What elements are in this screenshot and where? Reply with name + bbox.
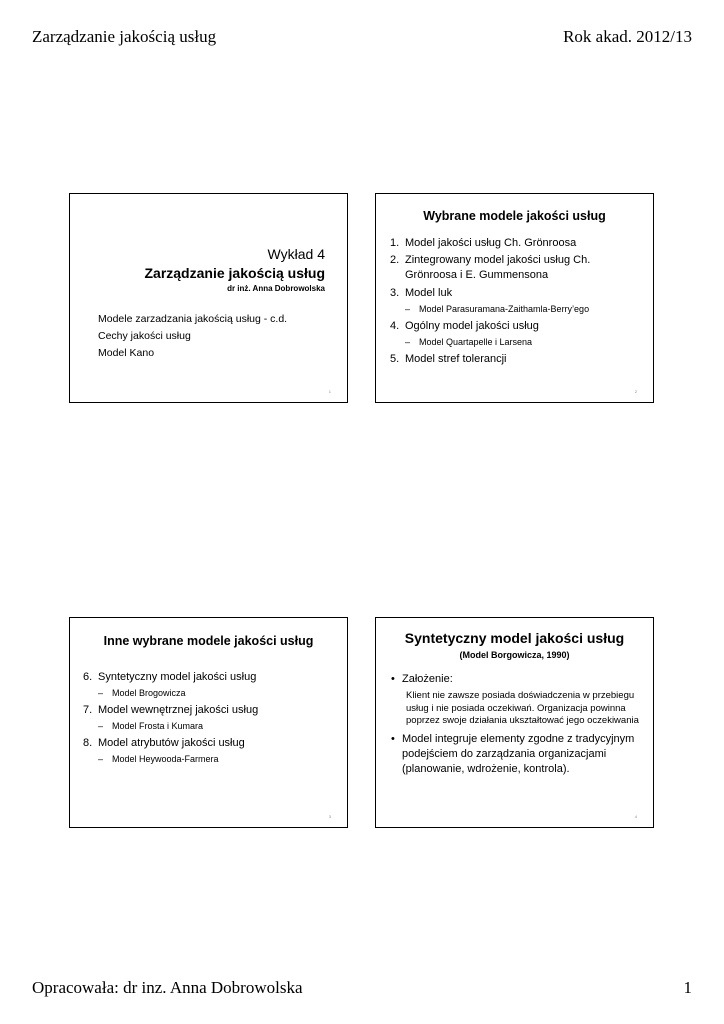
list-item — [390, 319, 645, 334]
list-item — [83, 703, 338, 718]
bullet-icon: • — [391, 673, 395, 685]
assumption-note: Klient nie zawsze posiada doświadczenia w przebiegu usług i nie posiada oczekiwań. Organizacja powinna poprzez swoje działania ukształtować jego oczekiwania — [406, 690, 639, 726]
list-number: 8. — [83, 737, 93, 749]
list-number: 3. — [390, 287, 400, 299]
bullet-text: Założenie: — [402, 673, 453, 685]
slide-page-number: 3 — [328, 814, 331, 819]
list-number: 7. — [83, 704, 93, 716]
list-text: Syntetyczny model jakości usług — [98, 671, 257, 683]
page-number: 1 — [683, 978, 692, 997]
bullet-item — [391, 672, 641, 686]
list-item — [390, 352, 645, 367]
list-number: 2. — [390, 254, 400, 266]
list-subitem: – Model Frosta i Kumara — [98, 721, 204, 731]
bullet-text: Model integruje elementy zgodne z tradycyjnym podejściem do zarządzania organizacjami (planowanie, wdrożenie, kontrola). — [402, 732, 635, 775]
list-subtext: Model Heywooda-Farmera — [112, 754, 219, 764]
list-item — [83, 736, 338, 751]
bullet-icon: • — [391, 732, 395, 745]
topic-list — [98, 311, 287, 362]
slide-1 — [69, 193, 348, 403]
slide-3 — [69, 617, 348, 828]
bullet-item — [391, 732, 641, 777]
list-subtext: Model Frosta i Kumara — [112, 721, 204, 731]
list-item: Modele zarzadzania jakością usług - c.d. — [98, 313, 288, 325]
list-subitem: – Model Quartapelle i Larsena — [405, 337, 533, 347]
list-subtext: Model Parasuramana-Zaithamla-Berry’ego — [419, 304, 590, 314]
list-item — [83, 670, 338, 685]
list-number: 1. — [390, 237, 400, 249]
slide-title: Zarządzanie jakością usług — [144, 265, 325, 281]
list-text: Model stref tolerancji — [405, 353, 507, 365]
page-header-title: Zarządzanie jakością usług — [32, 27, 217, 46]
list-item: Cechy jakości usług — [98, 330, 191, 342]
slide-subtitle: (Model Borgowicza, 1990) — [459, 650, 570, 660]
slide-page-number: 1 — [328, 389, 331, 394]
list-subitem: – Model Brogowicza — [98, 688, 186, 698]
page-footer-author: Opracowała: dr inz. Anna Dobrowolska — [32, 978, 303, 997]
list-item — [390, 236, 645, 251]
slide-title: Inne wybrane modele jakości usług — [103, 634, 314, 648]
slide-title: Wybrane modele jakości usług — [423, 209, 606, 223]
list-text: Model jakości usług Ch. Grönroosa — [405, 237, 577, 249]
list-subitem: – Model Parasuramana-Zaithamla-Berry’ego — [405, 304, 590, 314]
list-subitem: – Model Heywooda-Farmera — [98, 754, 219, 764]
model-list — [83, 670, 338, 766]
lecture-number: Wykład 4 — [267, 246, 325, 262]
list-number: 5. — [390, 353, 400, 365]
slide-page-number: 2 — [634, 389, 637, 394]
slide-author: dr inż. Anna Dobrowolska — [227, 284, 325, 293]
slide-4 — [375, 617, 654, 828]
list-number: 4. — [390, 320, 400, 332]
list-text: Model luk — [405, 287, 453, 299]
list-subtext: Model Brogowicza — [112, 688, 186, 698]
page-header-year: Rok akad. 2012/13 — [563, 27, 692, 46]
list-item: Model Kano — [98, 347, 155, 359]
slide-title: Syntetyczny model jakości usług — [404, 630, 625, 646]
list-item — [390, 286, 645, 301]
list-text: Zintegrowany model jakości usług Ch. Grönroosa i E. Gummensona — [405, 254, 591, 281]
list-number: 6. — [83, 671, 93, 683]
model-list — [390, 236, 645, 367]
slide-page-number: 4 — [634, 814, 637, 819]
list-text: Model wewnętrznej jakości usług — [98, 704, 259, 716]
list-subtext: Model Quartapelle i Larsena — [419, 337, 533, 347]
list-text: Ogólny model jakości usług — [405, 320, 539, 332]
list-text: Model atrybutów jakości usług — [98, 737, 245, 749]
slide-2 — [375, 193, 654, 403]
slide-body — [391, 672, 641, 777]
list-item — [390, 253, 645, 283]
